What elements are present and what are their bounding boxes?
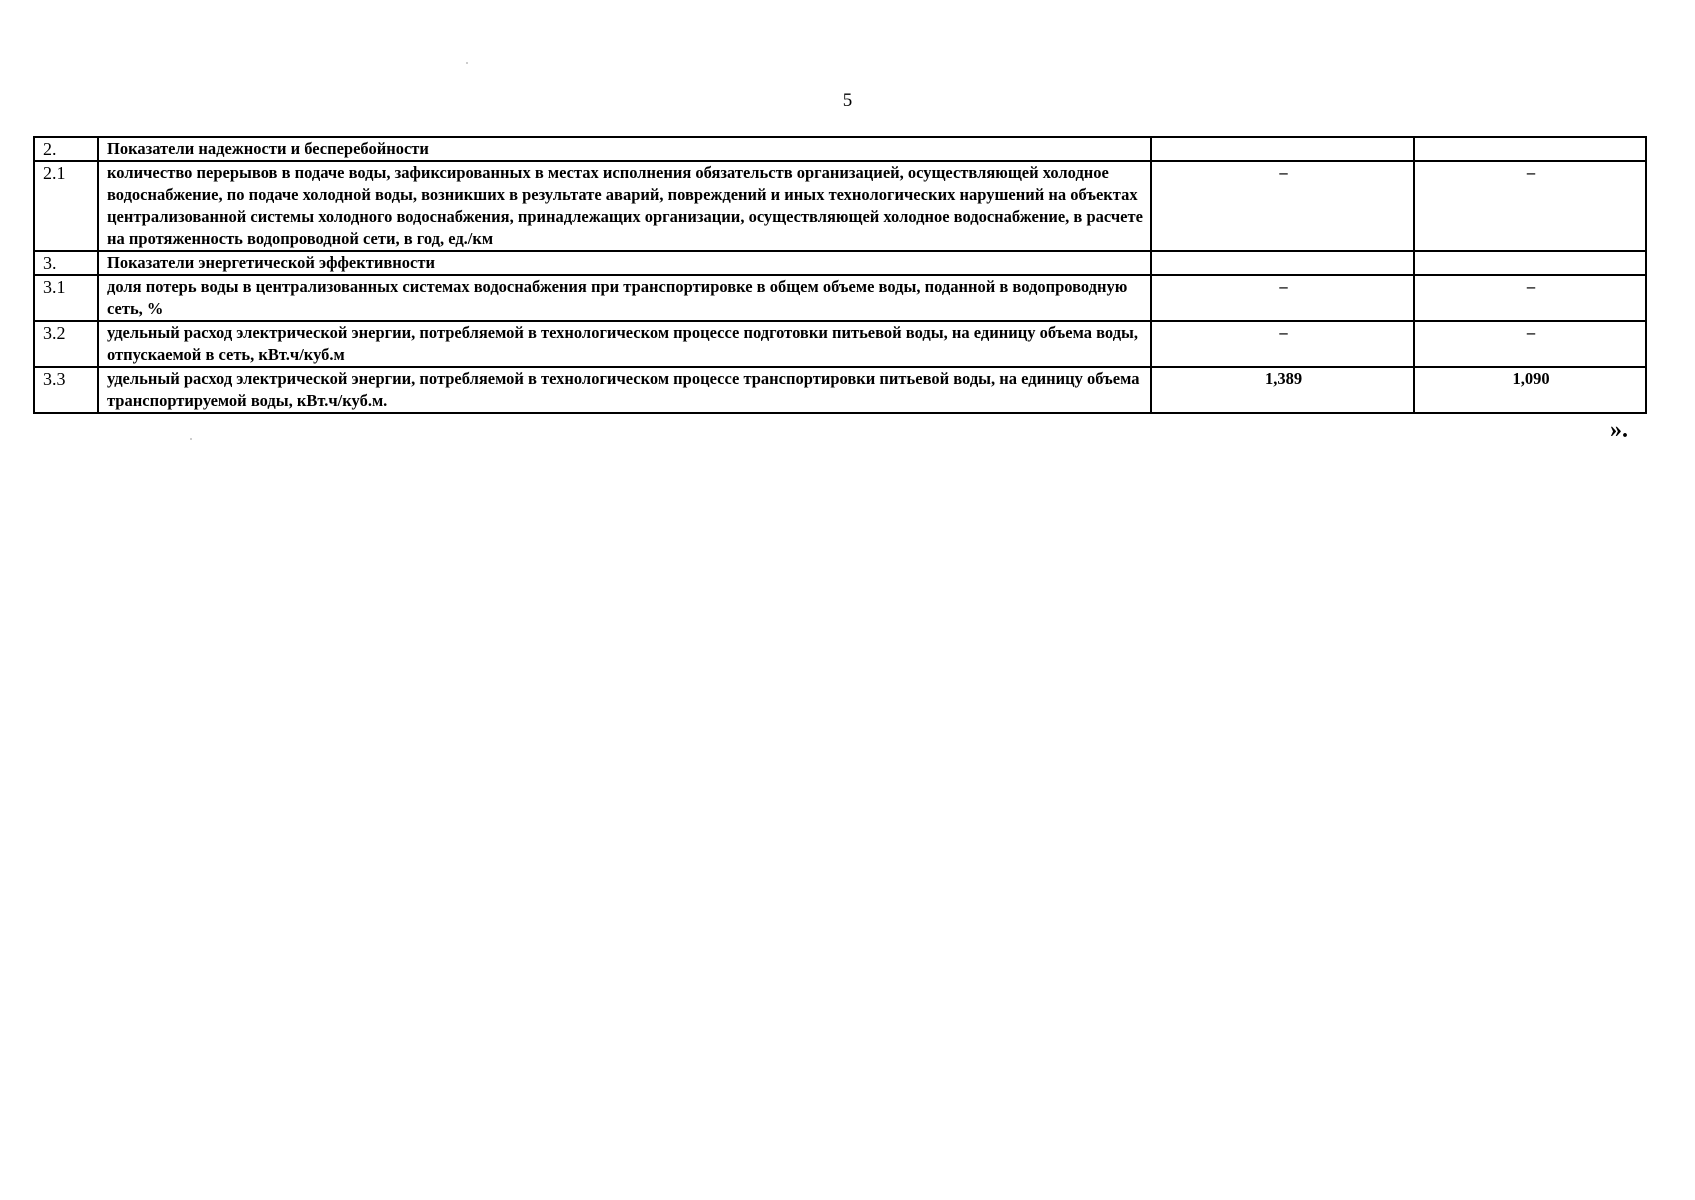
indicators-table [33, 136, 1647, 414]
value-cell-2 [1414, 137, 1646, 161]
value-cell-2: – [1414, 275, 1646, 321]
row-number: 3. [34, 251, 98, 275]
row-number: 2. [34, 137, 98, 161]
table-row-section-2 [34, 137, 1646, 161]
table-row-3-3 [34, 367, 1646, 413]
value-cell-1: – [1151, 275, 1414, 321]
indicator-name: удельный расход электрической энергии, потребляемой в технологическом процессе транспортировки питьевой воды, на единицу объема транспортируемой воды, кВт.ч/куб.м. [98, 367, 1151, 413]
value-cell-2: – [1414, 321, 1646, 367]
value-cell-1: – [1151, 161, 1414, 251]
page-number: 5 [842, 90, 853, 111]
scan-speck [466, 62, 468, 64]
row-number: 3.2 [34, 321, 98, 367]
row-number: 3.1 [34, 275, 98, 321]
value-cell-2: 1,090 [1414, 367, 1646, 413]
section-title: Показатели надежности и бесперебойности [98, 137, 1151, 161]
table-row-2-1 [34, 161, 1646, 251]
value-cell-1 [1151, 251, 1414, 275]
table-row-3-2 [34, 321, 1646, 367]
indicator-name: доля потерь воды в централизованных системах водоснабжения при транспортировке в общем объеме воды, поданной в водопроводную сеть, % [98, 275, 1151, 321]
value-cell-1 [1151, 137, 1414, 161]
scan-speck [190, 438, 192, 440]
indicator-name: количество перерывов в подаче воды, зафиксированных в местах исполнения обязательств организацией, осуществляющей холодное водоснабжение, по подаче холодной воды, возникших в результате аварий, повреждений и иных технологических нарушений на объектах централизованной системы холодного водоснабжения, принадлежащих организации, осуществляющей холодное водоснабжение, в расчете на протяженность водопроводной сети, в год, ед./км [98, 161, 1151, 251]
value-cell-1: – [1151, 321, 1414, 367]
value-cell-2 [1414, 251, 1646, 275]
table-row-section-3 [34, 251, 1646, 275]
value-cell-2: – [1414, 161, 1646, 251]
table-row-3-1 [34, 275, 1646, 321]
row-number: 3.3 [34, 367, 98, 413]
section-title: Показатели энергетической эффективности [98, 251, 1151, 275]
indicator-name: удельный расход электрической энергии, потребляемой в технологическом процессе подготовки питьевой воды, на единицу объема воды, отпускаемой в сеть, кВт.ч/куб.м [98, 321, 1151, 367]
row-number: 2.1 [34, 161, 98, 251]
closing-quote: ». [1610, 417, 1628, 443]
value-cell-1: 1,389 [1151, 367, 1414, 413]
